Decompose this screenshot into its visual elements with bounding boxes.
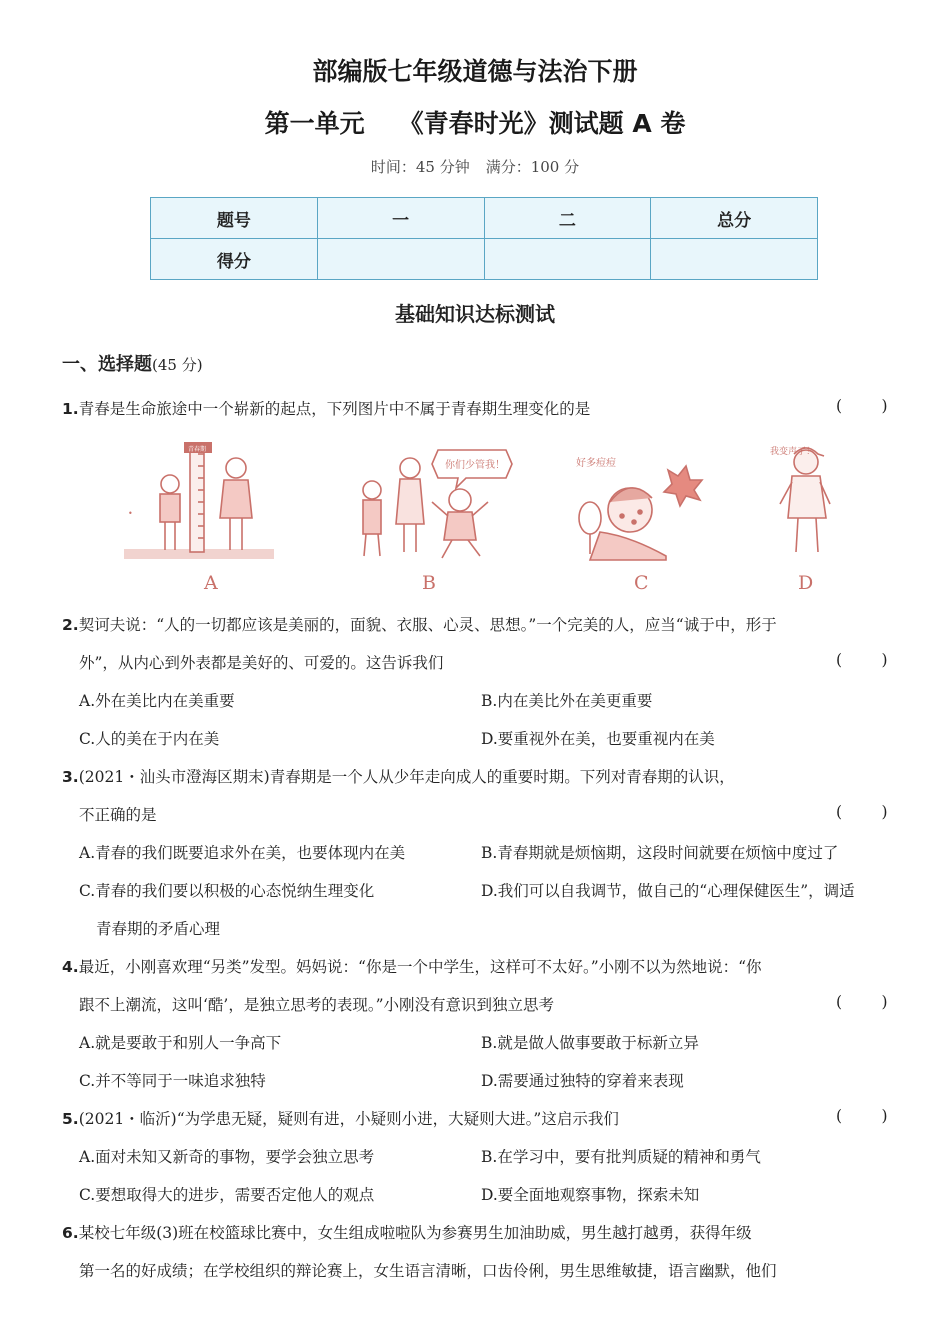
score-table	[150, 197, 818, 280]
voice-text: 我变声了！	[770, 447, 816, 457]
question-1	[62, 397, 590, 419]
score-input-part2[interactable]	[484, 239, 651, 280]
question-5	[62, 1107, 619, 1129]
question-2-option-c[interactable]: C.人的美在于内在美	[79, 730, 220, 748]
score-table-score-row	[151, 239, 818, 280]
part1-heading	[62, 350, 203, 376]
question-3-option-d[interactable]: D.我们可以自我调节，做自己的“心理保健医生”，调适	[481, 882, 855, 900]
question-number: 6.	[62, 1224, 79, 1242]
question-2-option-a[interactable]: A.外在美比内在美重要	[79, 692, 235, 710]
question-5-option-b[interactable]: B.在学习中，要有批判质疑的精神和勇气	[481, 1148, 761, 1166]
exam-time: 时间：45 分钟	[370, 158, 470, 176]
question-3-option-d-continued: 青春期的矛盾心理	[96, 920, 221, 938]
question-6	[62, 1221, 752, 1243]
question-3	[62, 765, 735, 787]
ruler-sign-text: 青春期	[188, 446, 207, 453]
score-table-header-row	[151, 198, 818, 239]
acne-text: 好多痘痘	[576, 458, 616, 469]
decor-dot: •	[128, 509, 133, 518]
illustration-panels	[120, 432, 840, 597]
question-5-option-a[interactable]: A.面对未知又新奇的事物，要学会独立思考	[79, 1148, 375, 1166]
unit-label: 第一单元	[264, 109, 365, 138]
question-2-option-d[interactable]: D.要重视外在美，也要重视内在美	[481, 730, 715, 748]
question-text: 契诃夫说：“人的一切都应该是美丽的，面貌、衣服、心灵、思想。”一个完美的人，应当“诚于中，形于	[78, 616, 777, 634]
question-number: 3.	[62, 768, 79, 786]
exam-total-score: 满分：100 分	[485, 158, 580, 176]
answer-blank-4[interactable]: ( )	[836, 993, 888, 1011]
picture-label-a: A	[204, 572, 218, 594]
question-4-option-b[interactable]: B.就是做人做事要敢于标新立异	[481, 1034, 699, 1052]
answer-blank-1[interactable]: ( )	[836, 397, 888, 415]
question-3-option-b[interactable]: B.青春期就是烦恼期，这段时间就要在烦恼中度过了	[481, 844, 839, 862]
question-number: 5.	[62, 1110, 79, 1128]
picture-label-d: D	[798, 572, 814, 594]
picture-a-height-ruler	[124, 442, 274, 559]
question-4-option-d[interactable]: D.需要通过独特的穿着来表现	[481, 1072, 684, 1090]
question-text: (2021・汕头市澄海区期末)青春期是一个人从少年走向成人的重要时期。下列对青春期的认识，	[78, 768, 735, 786]
question-number: 1.	[62, 400, 79, 418]
question-2-line-2: 外”，从内心到外表都是美好的、可爱的。这告诉我们	[79, 654, 444, 672]
question-2-option-b[interactable]: B.内在美比外在美更重要	[481, 692, 653, 710]
question-text: (2021・临沂)“为学患无疑，疑则有进，小疑则小进，大疑则大进。”这启示我们	[78, 1110, 619, 1128]
question-text: 青春是生命旅途中一个崭新的起点，下列图片中不属于青春期生理变化的是	[78, 400, 591, 418]
question-text: 最近，小刚喜欢理“另类”发型。妈妈说：“你是一个中学生，这样可不太好。”小刚不以为然地说：“你	[78, 958, 762, 976]
question-5-option-d[interactable]: D.要全面地观察事物，探索未知	[481, 1186, 700, 1204]
picture-d-voice-change	[780, 448, 830, 552]
speech-bubble-text: 你们少管我！	[445, 460, 505, 471]
part1-points: (45 分)	[152, 356, 203, 374]
section-title: 基础知识达标测试	[395, 302, 555, 326]
question-1-pictures	[120, 432, 840, 597]
score-cell-total: 总分	[651, 198, 818, 239]
score-cell-label: 题号	[151, 198, 318, 239]
question-4-option-c[interactable]: C.并不等同于一味追求独特	[79, 1072, 266, 1090]
answer-blank-3[interactable]: ( )	[836, 803, 888, 821]
answer-blank-5[interactable]: ( )	[836, 1107, 888, 1125]
part1-label: 一、选择题	[62, 354, 152, 375]
question-2	[62, 613, 777, 635]
question-4-line-2: 跟不上潮流，这叫‘酷’，是独立思考的表现。”小刚没有意识到独立思考	[79, 996, 555, 1014]
test-name: 《青春时光》测试题 A 卷	[398, 109, 686, 138]
question-6-line-2: 第一名的好成绩；在学校组织的辩论赛上，女生语言清晰，口齿伶俐，男生思维敏捷，语言幽默，他们	[79, 1262, 777, 1280]
picture-label-c: C	[634, 572, 649, 594]
question-3-option-a[interactable]: A.青春的我们既要追求外在美，也要体现内在美	[79, 844, 406, 862]
exam-meta	[0, 156, 950, 177]
score-row-label: 得分	[151, 239, 318, 280]
answer-blank-2[interactable]: ( )	[836, 651, 888, 669]
score-input-part1[interactable]	[317, 239, 484, 280]
question-4-option-a[interactable]: A.就是要敢于和别人一争高下	[79, 1034, 282, 1052]
question-5-option-c[interactable]: C.要想取得大的进步，需要否定他人的观点	[79, 1186, 375, 1204]
question-number: 2.	[62, 616, 79, 634]
document-subtitle	[0, 104, 950, 140]
score-cell-part1: 一	[317, 198, 484, 239]
picture-label-b: B	[422, 572, 436, 594]
question-text: 某校七年级(3)班在校篮球比赛中，女生组成啦啦队为参赛男生加油助威，男生越打越勇，获得年级	[78, 1224, 752, 1242]
question-3-option-c[interactable]: C.青春的我们要以积极的心态悦纳生理变化	[79, 882, 375, 900]
score-input-total[interactable]	[651, 239, 818, 280]
document-title: 部编版七年级道德与法治下册	[312, 57, 638, 86]
score-cell-part2: 二	[484, 198, 651, 239]
question-3-line-2: 不正确的是	[79, 806, 157, 824]
question-number: 4.	[62, 958, 79, 976]
question-4	[62, 955, 762, 977]
picture-c-acne-girl	[579, 466, 702, 560]
